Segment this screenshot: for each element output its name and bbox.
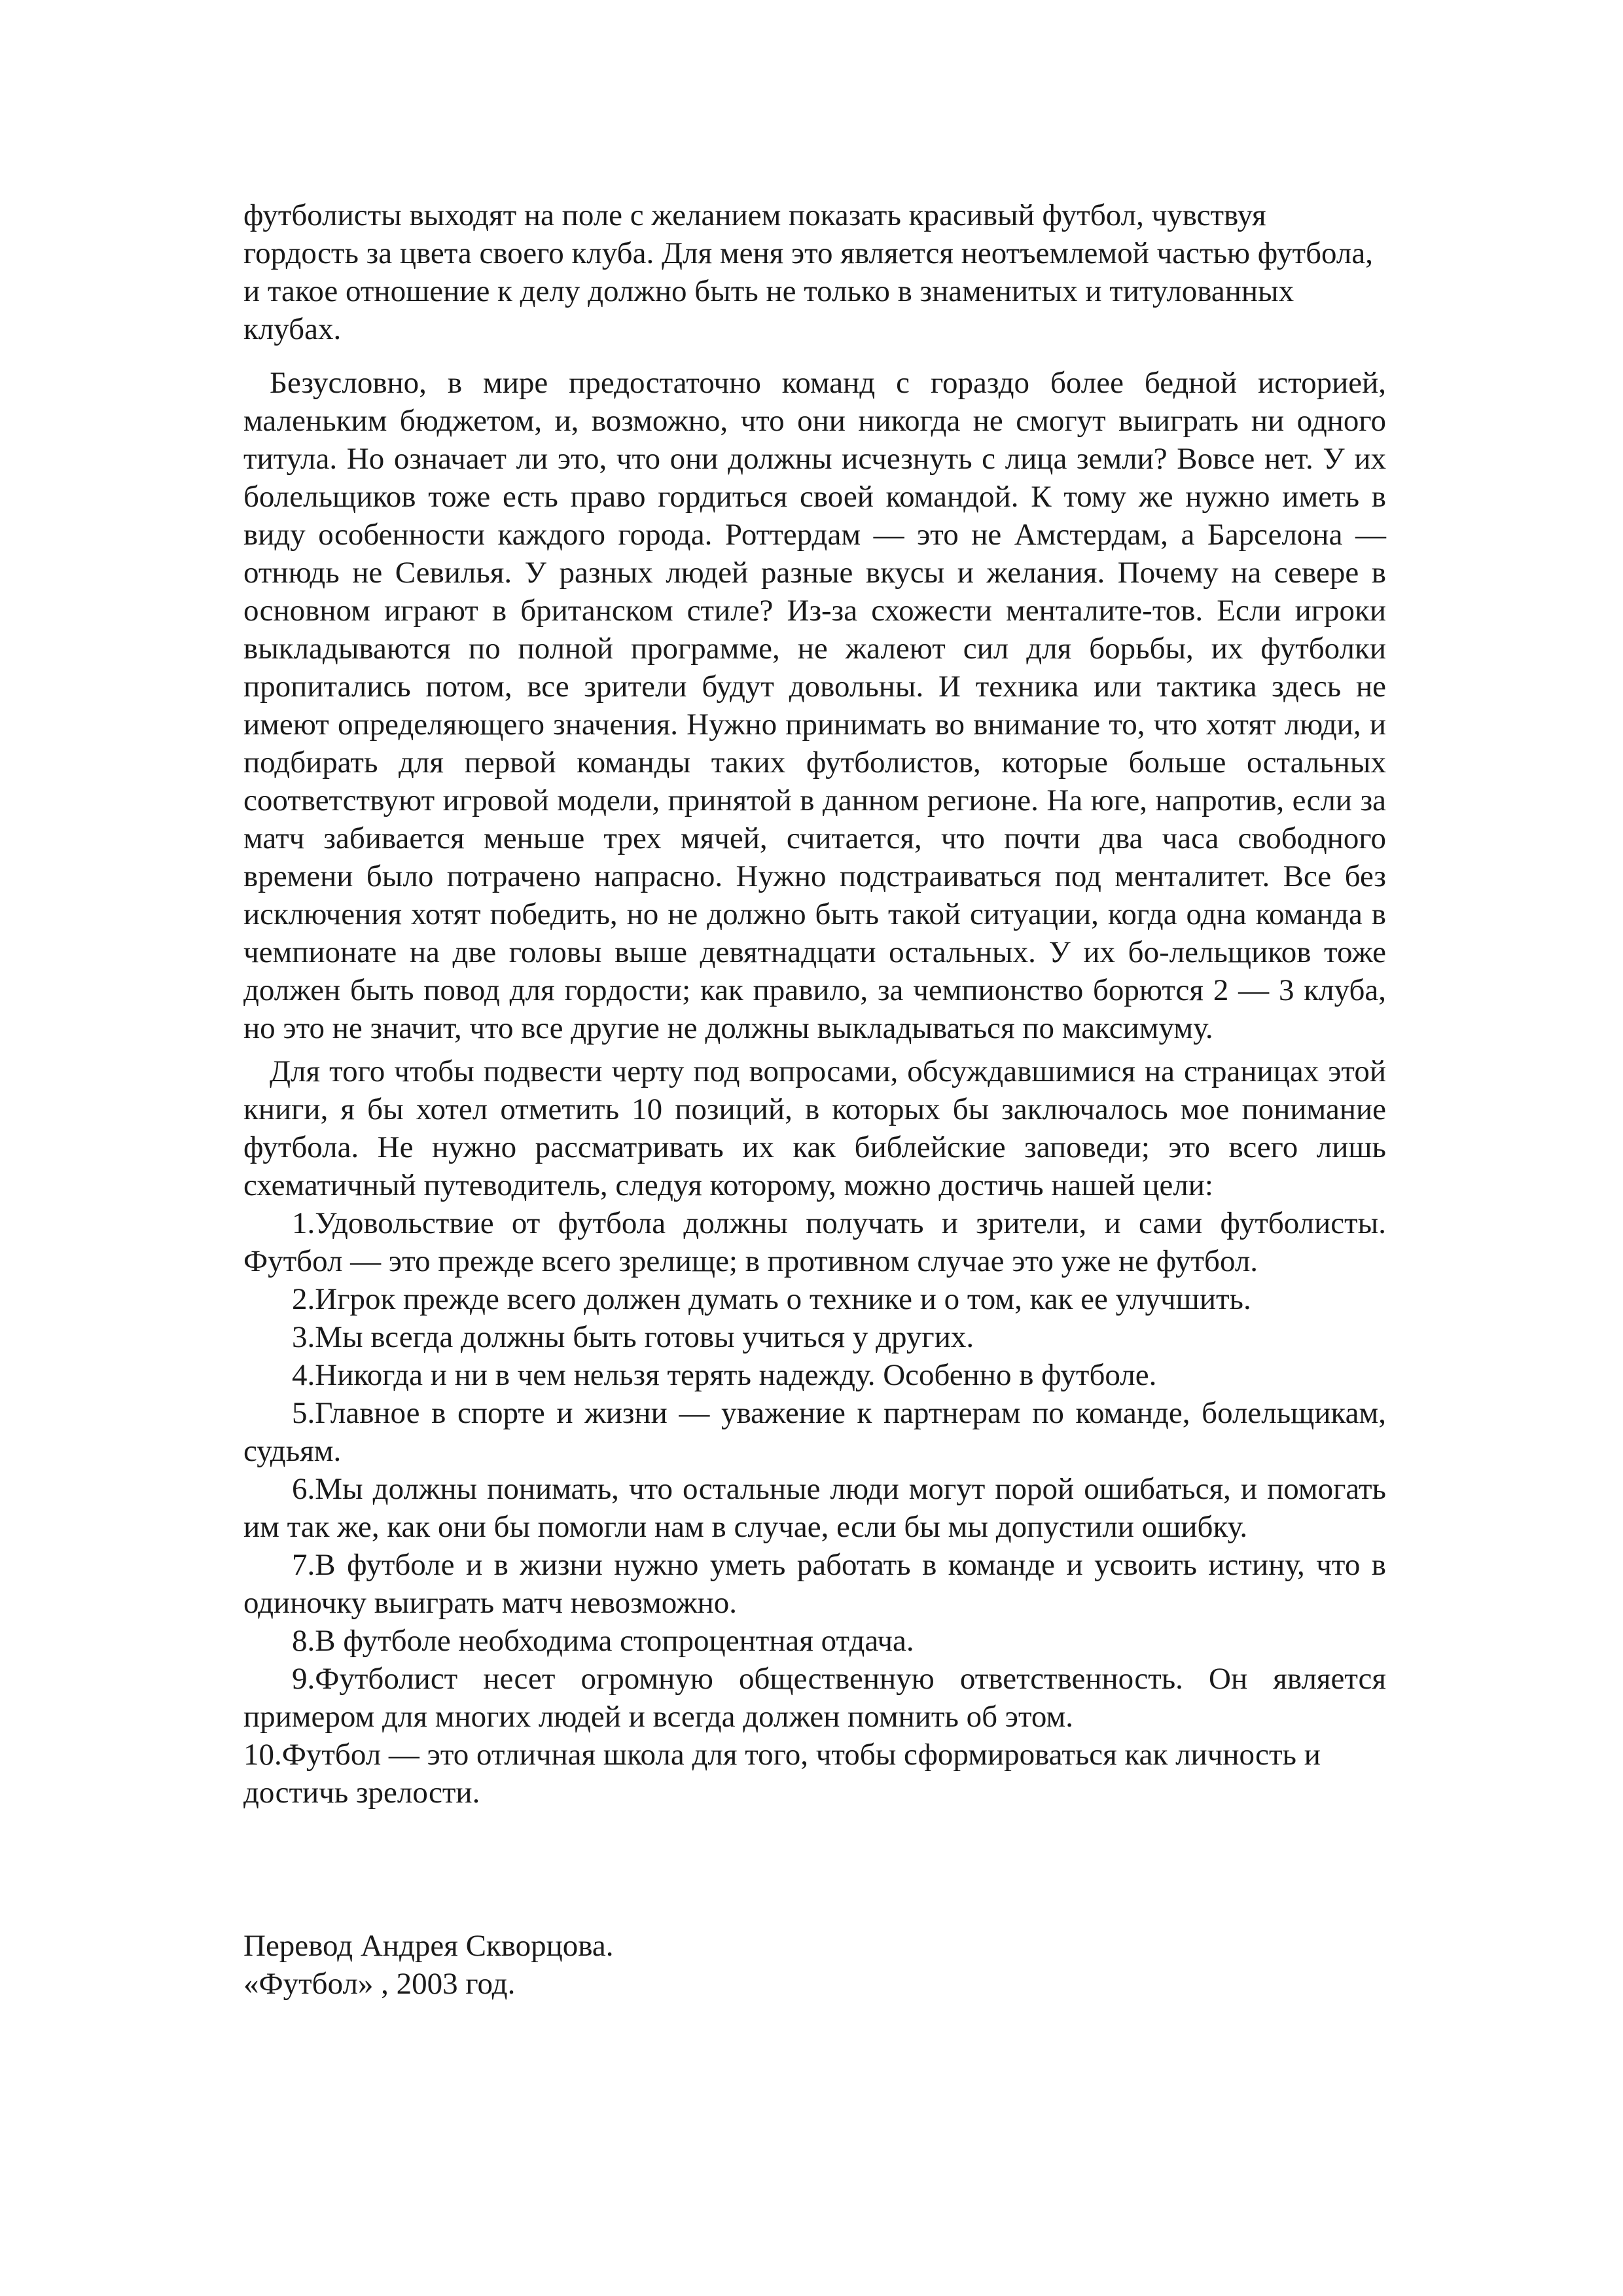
list-item: 6.Мы должны понимать, что остальные люди могут порой ошибаться, и помогать им так же, как они бы помогли нам в случае, если бы мы допустили ошибку. (243, 1472, 1386, 1544)
paragraph-intro: футболисты выходят на поле с желанием показать красивый футбол, чувствуя гордость за цвета своего клуба. Для меня это является неотъемлемой частью футбола, и такое отношение к делу должно быть не только в знаменитых и титулованных клубах. (243, 198, 1373, 346)
list-item: 3.Мы всегда должны быть готовы учиться у других. (292, 1320, 974, 1354)
paragraph-lead: Для того чтобы подвести черту под вопросами, обсуждавшимися на страницах этой книги, я бы хотел отметить 10 позиций, в которых бы заключалось мое понимание футбола. Не нужно рассматривать их как библейские заповеди; это всего лишь схематичный путеводитель, следуя которому, можно достичь нашей цели: (243, 1054, 1386, 1202)
list-item: 7.В футболе и в жизни нужно уметь работать в команде и усвоить истину, что в одиночку выиграть матч невозможно. (243, 1548, 1386, 1620)
document-page (243, 196, 1386, 2003)
signature-block (243, 1927, 1386, 2003)
source-credit: «Футбол» , 2003 год. (243, 1967, 516, 2001)
list-item: 4.Никогда и ни в чем нельзя терять надежду. Особенно в футболе. (292, 1358, 1157, 1392)
list-item: 9.Футболист несет огромную общественную ответственность. Он является примером для многих людей и всегда должен помнить об этом. (243, 1662, 1386, 1734)
list-item: 8.В футболе необходима стопроцентная отдача. (292, 1624, 914, 1658)
list-item: 1.Удовольствие от футбола должны получать и зрители, и сами футболисты. Футбол — это прежде всего зрелище; в противном случае это уже не футбол. (243, 1206, 1386, 1278)
list-item: 10.Футбол — это отличная школа для того, чтобы сформироваться как личность и достичь зрелости. (243, 1738, 1321, 1810)
principles-list (243, 1204, 1386, 1812)
translator-credit: Перевод Андрея Скворцова. (243, 1929, 614, 1963)
list-item: 2.Игрок прежде всего должен думать о технике и о том, как ее улучшить. (292, 1282, 1251, 1316)
list-item: 5.Главное в спорте и жизни — уважение к партнерам по команде, болельщикам, судьям. (243, 1396, 1386, 1468)
paragraph-body: Безусловно, в мире предостаточно команд с гораздо более бедной историей, маленьким бюджетом, и, возможно, что они никогда не смогут выиграть ни одного титула. Но означает ли это, что они должны исчезнуть с лица земли? Вовсе нет. У их болельщиков тоже есть право гордиться своей командой. К тому же нужно иметь в виду особенности каждого города. Роттердам — это не Амстердам, а Барселона — отнюдь не Севилья. У разных людей разные вкусы и желания. Почему на севере в основном играют в британском стиле? Из-за схожести менталите-тов. Если игроки выкладываются по полной программе, не жалеют сил для борьбы, их футболки пропитались потом, все зрители будут довольны. И техника или тактика здесь не имеют определяющего значения. Нужно принимать во внимание то, что хотят люди, и подбирать для первой команды таких футболистов, которые больше остальных соответствуют игровой модели, принятой в данном регионе. На юге, напротив, если за матч забивается меньше трех мячей, считается, что почти два часа свободного времени было потрачено напрасно. Нужно подстраиваться под менталитет. Все без исключения хотят победить, но не должно быть такой ситуации, когда одна команда в чемпионате на две головы выше девятнадцати остальных. У их бо-лельщиков тоже должен быть повод для гордости; как правило, за чемпионство борются 2 — 3 клуба, но это не значит, что все другие не должны выкладываться по максимуму. (243, 366, 1386, 1045)
